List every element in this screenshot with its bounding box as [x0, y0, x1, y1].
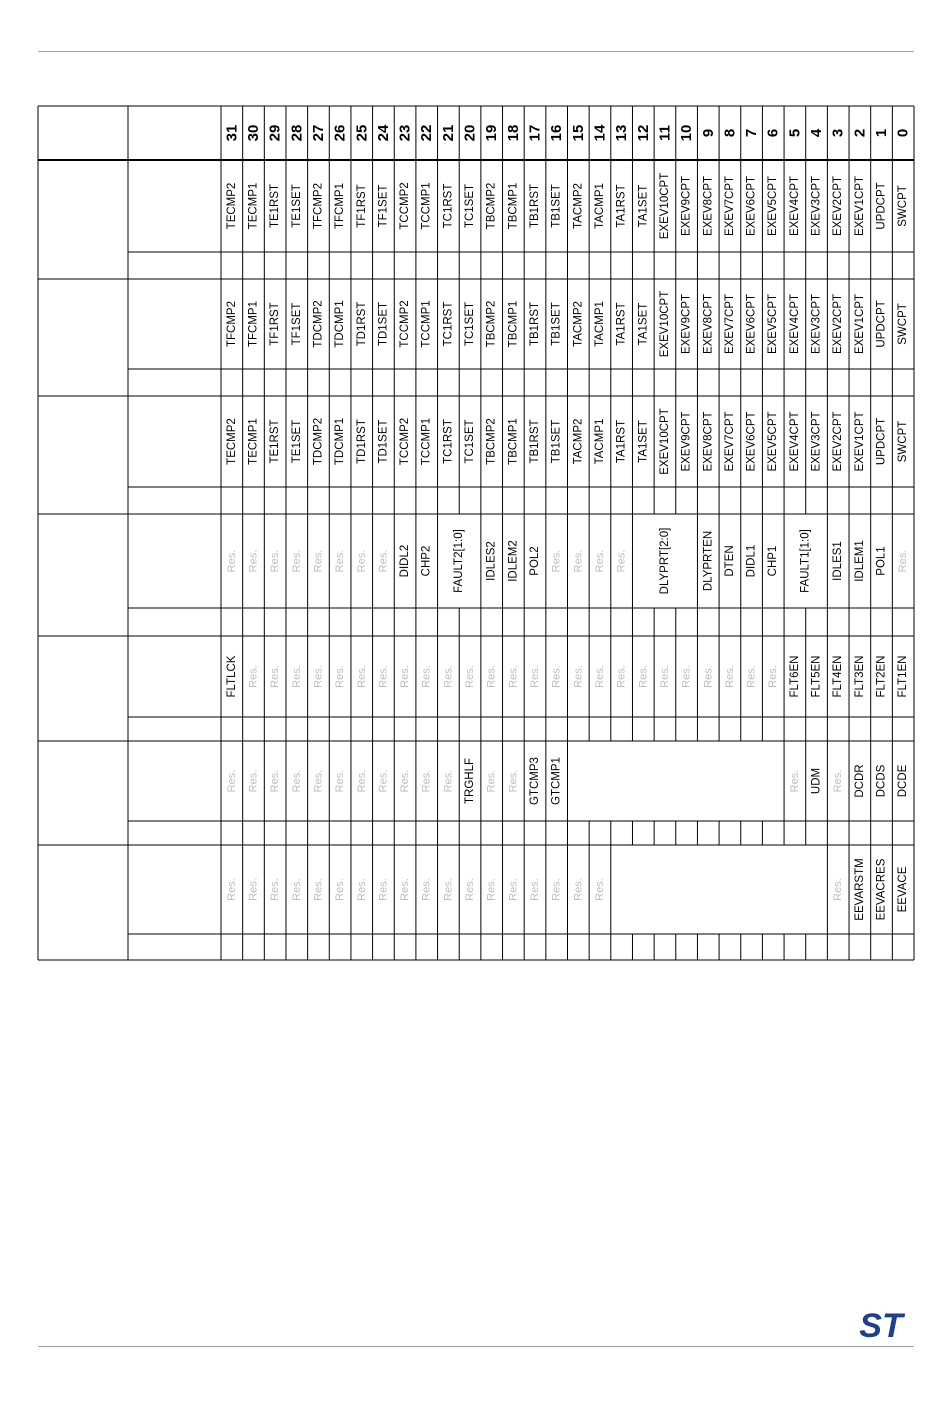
reserved-field: Res. — [529, 878, 542, 901]
register-field: TBCMP2 — [485, 418, 498, 465]
register-field: TDCMP1 — [334, 300, 347, 348]
register-field: EXEV8CPT — [702, 293, 715, 355]
register-field: TFCMP1 — [334, 183, 347, 229]
register-field: TACMP2 — [572, 301, 585, 347]
register-field: TFCMP1 — [247, 301, 260, 347]
bit-number: 4 — [808, 128, 826, 138]
register-field: EXEV4CPT — [788, 411, 801, 472]
bit-number: 14 — [591, 124, 609, 142]
register-field: TECMP2 — [225, 182, 238, 230]
register-field: EXEV6CPT — [745, 293, 758, 355]
register-field: TE1RST — [269, 183, 282, 229]
register-field: EXEV6CPT — [745, 175, 758, 237]
bit-number: 29 — [266, 124, 284, 142]
reserved-field: Res. — [464, 878, 477, 901]
reserved-field: Res. — [269, 549, 282, 573]
register-field: EXEV9CPT — [680, 293, 693, 355]
register-field: UPDCPT — [875, 182, 888, 230]
bit-number: 9 — [699, 128, 717, 138]
register-field: FLT6EN — [788, 655, 801, 698]
register-field: FLT4EN — [832, 655, 845, 698]
bit-number: 3 — [829, 128, 847, 138]
register-field: TACMP2 — [572, 183, 585, 229]
register-field: TA1SET — [637, 420, 650, 463]
register-field: TCCMP2 — [399, 417, 412, 466]
register-field: UPDCPT — [875, 417, 888, 466]
bit-number: 11 — [656, 125, 674, 141]
register-field: UDM — [810, 767, 823, 795]
reserved-field: Res. — [767, 665, 780, 688]
bit-number: 30 — [244, 124, 262, 142]
reserved-field: Res. — [572, 549, 585, 573]
reserved-field: Res. — [269, 665, 282, 688]
bit-number: 1 — [873, 128, 891, 138]
bit-number: 5 — [786, 128, 804, 138]
bit-number: 13 — [613, 124, 631, 142]
reserved-field: Res. — [572, 878, 585, 901]
register-field: TD1RST — [355, 301, 368, 347]
register-field: FLT1EN — [897, 655, 910, 698]
reserved-field: Res. — [442, 878, 455, 901]
reserved-field: Res. — [464, 665, 477, 688]
register-field: TDCMP2 — [312, 300, 325, 348]
reserved-field: Res. — [334, 665, 347, 688]
reserved-field: Res. — [507, 878, 520, 901]
bit-number: 10 — [678, 124, 696, 142]
register-field: FLT2EN — [875, 655, 888, 698]
register-field: FLT3EN — [853, 655, 866, 698]
register-field: TBCMP1 — [507, 300, 520, 348]
register-field: EXEV9CPT — [680, 175, 693, 237]
register-field: TCCMP1 — [420, 300, 433, 348]
reserved-field: Res. — [312, 665, 325, 688]
reserved-field: Res. — [312, 549, 325, 573]
register-field: TDCMP1 — [334, 417, 347, 466]
bit-number: 21 — [439, 124, 457, 142]
register-field: EXEV7CPT — [723, 411, 736, 472]
register-field: EEVACRES — [875, 858, 888, 921]
reserved-field: Res. — [225, 549, 238, 573]
reserved-field: Res. — [593, 665, 606, 688]
register-field: TF1RST — [355, 184, 368, 228]
register-field: TACMP1 — [593, 301, 606, 347]
reserved-field: Res. — [529, 665, 542, 688]
reserved-field: Res. — [832, 769, 845, 793]
register-field: GTCMP1 — [550, 757, 563, 805]
register-field: FAULT1[1:0] — [799, 529, 812, 593]
reserved-field: Res. — [593, 549, 606, 573]
reserved-field: Res. — [485, 665, 498, 688]
reserved-field: Res. — [269, 769, 282, 793]
register-field: TE1SET — [290, 419, 303, 464]
register-field: EXEV5CPT — [767, 293, 780, 355]
register-field: DLYPRTEN — [702, 530, 715, 592]
register-field: GTCMP3 — [529, 757, 542, 805]
register-field: EXEV10CPT — [658, 408, 671, 475]
reserved-field: Res. — [615, 665, 628, 688]
reserved-field: Res. — [247, 769, 260, 793]
reserved-field: Res. — [399, 878, 412, 901]
register-field: TBCMP2 — [485, 300, 498, 348]
footer-rule — [38, 1346, 914, 1347]
register-field: TE1RST — [269, 419, 282, 464]
register-field: DTEN — [723, 545, 736, 577]
register-field: FAULT2[1:0] — [453, 529, 466, 593]
reserved-field: Res. — [247, 549, 260, 573]
st-logo-icon — [850, 1306, 912, 1344]
register-field: TF1SET — [377, 184, 390, 228]
register-field: TCCMP1 — [420, 417, 433, 466]
reserved-field: Res. — [290, 769, 303, 793]
register-field: DLYPRT[2:0] — [658, 527, 671, 595]
reserved-field: Res. — [334, 769, 347, 793]
register-field: TA1SET — [637, 302, 650, 346]
register-field: TA1RST — [615, 184, 628, 228]
register-field: TC1RST — [442, 419, 455, 464]
bit-number: 7 — [743, 128, 761, 138]
reserved-field: Res. — [355, 665, 368, 688]
reserved-field: Res. — [897, 549, 910, 573]
reserved-field: Res. — [420, 878, 433, 901]
register-field: EXEV2CPT — [832, 293, 845, 355]
register-field: EXEV4CPT — [788, 175, 801, 237]
reserved-field: Res. — [550, 878, 563, 901]
register-field: EXEV5CPT — [767, 175, 780, 237]
register-field: POL1 — [875, 546, 888, 576]
register-field: TCCMP2 — [399, 300, 412, 348]
register-field: TB1SET — [550, 419, 563, 464]
register-field: TFCMP2 — [225, 301, 238, 347]
register-field: DIDL2 — [399, 544, 412, 578]
register-field: EXEV7CPT — [723, 293, 736, 355]
register-field: CHP2 — [420, 545, 433, 577]
register-field: EEVACE — [897, 866, 910, 913]
register-field: EXEV3CPT — [810, 411, 823, 472]
register-field: TACMP2 — [572, 418, 585, 465]
bit-number: 19 — [483, 124, 501, 142]
register-field: EXEV7CPT — [723, 175, 736, 237]
register-field: EXEV3CPT — [810, 175, 823, 237]
bit-number: 0 — [894, 128, 912, 138]
register-field: TECMP1 — [247, 182, 260, 230]
register-field: TACMP1 — [593, 418, 606, 465]
reserved-field: Res. — [269, 878, 282, 901]
register-field: TECMP2 — [225, 418, 238, 465]
reserved-field: Res. — [355, 769, 368, 793]
register-field: IDLEM2 — [507, 540, 520, 582]
register-field: TB1RST — [529, 301, 542, 347]
bit-number: 23 — [396, 124, 414, 142]
register-field: EXEV5CPT — [767, 411, 780, 472]
reserved-field: Res. — [442, 665, 455, 688]
bit-number: 8 — [721, 128, 739, 138]
reserved-field: Res. — [377, 549, 390, 573]
register-field: TD1RST — [355, 419, 368, 464]
register-field: TB1SET — [550, 184, 563, 228]
reserved-field: Res. — [334, 878, 347, 901]
register-field: TC1SET — [464, 183, 477, 229]
reserved-field: Res. — [225, 769, 238, 793]
register-field: FLTLCK — [225, 655, 238, 698]
reserved-field: Res. — [572, 665, 585, 688]
register-field: TC1RST — [442, 183, 455, 229]
register-field: TACMP1 — [593, 183, 606, 229]
bit-number: 2 — [851, 128, 869, 138]
register-field: EXEV4CPT — [788, 293, 801, 355]
reserved-field: Res. — [377, 878, 390, 901]
bit-number: 16 — [548, 124, 566, 142]
reserved-field: Res. — [442, 769, 455, 793]
register-field: TD1SET — [377, 301, 390, 347]
register-field: EXEV1CPT — [853, 411, 866, 472]
register-field: TRGHLF — [464, 758, 477, 804]
bit-number: 12 — [634, 124, 652, 142]
register-field: EXEV10CPT — [658, 172, 671, 240]
register-field: TC1SET — [464, 301, 477, 347]
bit-number: 20 — [461, 124, 479, 142]
reserved-field: Res. — [702, 665, 715, 688]
register-field: EXEV1CPT — [853, 293, 866, 355]
bit-number: 18 — [504, 124, 522, 142]
bit-number: 26 — [331, 124, 349, 142]
reserved-field: Res. — [312, 878, 325, 901]
reserved-field: Res. — [680, 665, 693, 688]
st-logo-text: ST — [859, 1307, 903, 1344]
register-field: IDLES1 — [832, 541, 845, 581]
reserved-field: Res. — [485, 769, 498, 793]
register-field: SWCPT — [897, 420, 910, 463]
reserved-field: Res. — [550, 665, 563, 688]
register-field: DIDL1 — [745, 544, 758, 578]
register-field: EXEV8CPT — [702, 175, 715, 237]
register-field: TB1RST — [529, 419, 542, 464]
register-field: TCCMP1 — [420, 182, 433, 230]
register-field: DCDE — [897, 764, 910, 798]
register-field: TBCMP1 — [507, 182, 520, 230]
register-field: TA1SET — [637, 184, 650, 228]
register-field: TBCMP1 — [507, 418, 520, 465]
register-field: IDLES2 — [485, 541, 498, 581]
register-field: TB1SET — [550, 302, 563, 346]
register-field: SWCPT — [897, 185, 910, 227]
reserved-field: Res. — [723, 665, 736, 688]
register-field: TDCMP2 — [312, 417, 325, 466]
register-field: TF1RST — [269, 302, 282, 346]
bit-number: 27 — [309, 124, 327, 142]
register-field: TE1SET — [290, 184, 303, 228]
reserved-field: Res. — [290, 549, 303, 573]
register-field: TFCMP2 — [312, 183, 325, 229]
register-field: SWCPT — [897, 303, 910, 345]
reserved-field: Res. — [247, 665, 260, 688]
register-field: IDLEM1 — [853, 540, 866, 582]
reserved-field: Res. — [788, 769, 801, 793]
reserved-field: Res. — [420, 665, 433, 688]
reserved-field: Res. — [399, 665, 412, 688]
bit-number: 25 — [353, 124, 371, 142]
reserved-field: Res. — [507, 769, 520, 793]
bit-number: 17 — [526, 124, 544, 142]
reserved-field: Res. — [334, 549, 347, 573]
bit-number: 15 — [569, 124, 587, 142]
register-field: EXEV10CPT — [658, 290, 671, 358]
register-field: EXEV6CPT — [745, 411, 758, 472]
reserved-field: Res. — [593, 878, 606, 901]
reserved-field: Res. — [550, 549, 563, 573]
reserved-field: Res. — [290, 665, 303, 688]
reserved-field: Res. — [312, 769, 325, 793]
register-field: EXEV8CPT — [702, 411, 715, 472]
register-field: EEVARSTM — [853, 858, 866, 921]
reserved-field: Res. — [225, 878, 238, 901]
register-field: TC1SET — [464, 419, 477, 464]
register-field: EXEV9CPT — [680, 411, 693, 472]
bit-number: 6 — [764, 128, 782, 138]
register-field: EXEV2CPT — [832, 411, 845, 472]
register-field: DCDS — [875, 764, 888, 798]
register-field: DCDR — [853, 764, 866, 798]
bit-number: 24 — [374, 124, 392, 142]
register-field: TA1RST — [615, 419, 628, 464]
reserved-field: Res. — [658, 665, 671, 688]
register-field: EXEV3CPT — [810, 293, 823, 355]
reserved-field: Res. — [507, 665, 520, 688]
reserved-field: Res. — [290, 878, 303, 901]
register-field: EXEV1CPT — [853, 175, 866, 237]
reserved-field: Res. — [420, 769, 433, 793]
bit-number: 31 — [223, 124, 241, 142]
reserved-field: Res. — [485, 878, 498, 901]
register-field: TCCMP2 — [399, 182, 412, 230]
register-field: TD1SET — [377, 419, 390, 464]
reserved-field: Res. — [355, 549, 368, 573]
register-field: CHP1 — [767, 545, 780, 577]
reserved-field: Res. — [399, 769, 412, 793]
register-field: POL2 — [529, 546, 542, 576]
reserved-field: Res. — [355, 878, 368, 901]
reserved-field: Res. — [832, 878, 845, 901]
reserved-field: Res. — [745, 665, 758, 688]
register-field: TB1RST — [529, 183, 542, 229]
reserved-field: Res. — [615, 549, 628, 573]
reserved-field: Res. — [377, 665, 390, 688]
register-field: TF1SET — [290, 302, 303, 346]
bit-number: 28 — [288, 124, 306, 142]
reserved-field: Res. — [247, 878, 260, 901]
reserved-field: Res. — [637, 665, 650, 688]
register-field: EXEV2CPT — [832, 175, 845, 237]
register-field: FLT5EN — [810, 655, 823, 698]
bit-number: 22 — [418, 124, 436, 142]
reserved-field: Res. — [377, 769, 390, 793]
register-field: TC1RST — [442, 301, 455, 347]
register-field: TECMP1 — [247, 418, 260, 465]
register-field: TA1RST — [615, 302, 628, 346]
register-field: TBCMP2 — [485, 182, 498, 230]
register-field: UPDCPT — [875, 300, 888, 348]
